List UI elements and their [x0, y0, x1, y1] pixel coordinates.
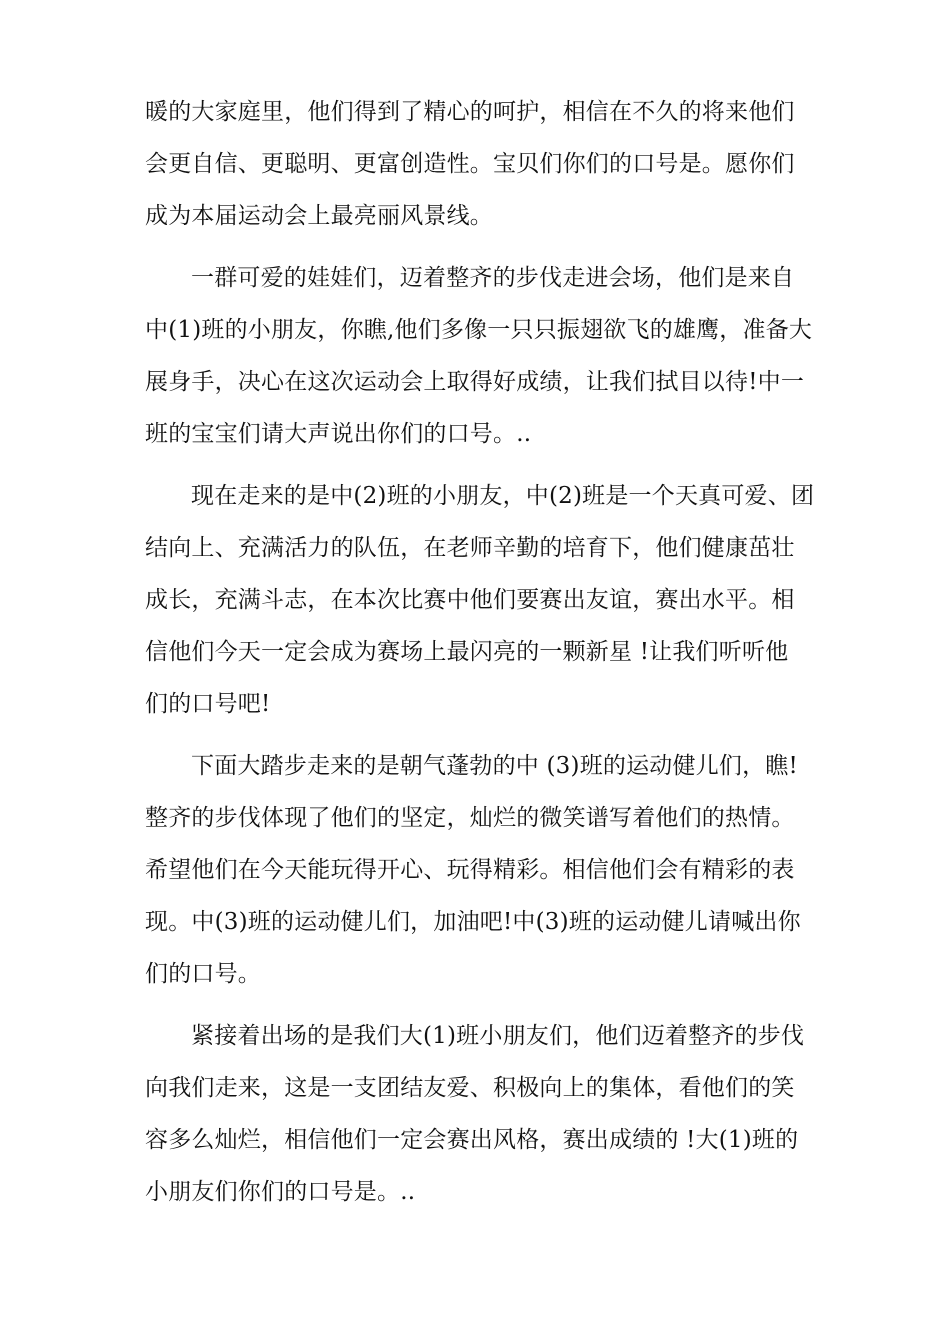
document-page [145, 86, 815, 1228]
paragraph-5 [145, 1010, 815, 1218]
text-line: 信他们今天一定会成为赛场上最闪亮的一颗新星 !让我们听听他 [145, 639, 789, 665]
text-line: 容多么灿烂，相信他们一定会赛出风格，赛出成绩的 !大(1)班的 [145, 1127, 799, 1153]
text-line: 整齐的步伐体现了他们的坚定，灿烂的微笑谱写着他们的热情。 [145, 805, 795, 831]
text-line: 班的宝宝们请大声说出你们的口号。.. [145, 421, 532, 447]
text-line: 展身手，决心在这次运动会上取得好成绩，让我们拭目以待!中一 [145, 369, 805, 395]
text-line: 会更自信、更聪明、更富创造性。宝贝们你们的口号是。愿你们 [145, 151, 795, 177]
text-line: 中(1)班的小朋友，你瞧,他们多像一只只振翅欲飞的雄鹰，准备大 [145, 317, 813, 343]
text-line: 小朋友们你们的口号是。.. [145, 1179, 416, 1205]
text-line: 们的口号吧! [145, 691, 271, 717]
text-line: 向我们走来，这是一支团结友爱、积极向上的集体，看他们的笑 [145, 1075, 795, 1101]
text-line: 现。中(3)班的运动健儿们，加油吧!中(3)班的运动健儿请喊出你 [145, 909, 801, 935]
paragraph-3 [145, 470, 815, 730]
paragraph-2 [145, 252, 815, 460]
text-line: 成长，充满斗志，在本次比赛中他们要赛出友谊，赛出水平。相 [145, 587, 795, 613]
text-line: 结向上、充满活力的队伍，在老师辛勤的培育下，他们健康茁壮 [145, 535, 795, 561]
text-line: 紧接着出场的是我们大(1)班小朋友们，他们迈着整齐的步伐 [191, 1023, 805, 1049]
text-line: 下面大踏步走来的是朝气蓬勃的中 (3)班的运动健儿们，瞧! [191, 753, 798, 779]
paragraph-1 [145, 86, 815, 242]
text-line: 现在走来的是中(2)班的小朋友，中(2)班是一个天真可爱、团 [191, 483, 815, 509]
text-line: 一群可爱的娃娃们，迈着整齐的步伐走进会场，他们是来自 [191, 265, 795, 291]
text-line: 们的口号。 [145, 961, 261, 987]
text-line: 希望他们在今天能玩得开心、玩得精彩。相信他们会有精彩的表 [145, 857, 795, 883]
paragraph-4 [145, 740, 815, 1000]
text-line: 成为本届运动会上最亮丽风景线。 [145, 203, 493, 229]
text-line: 暖的大家庭里，他们得到了精心的呵护，相信在不久的将来他们 [145, 99, 795, 125]
